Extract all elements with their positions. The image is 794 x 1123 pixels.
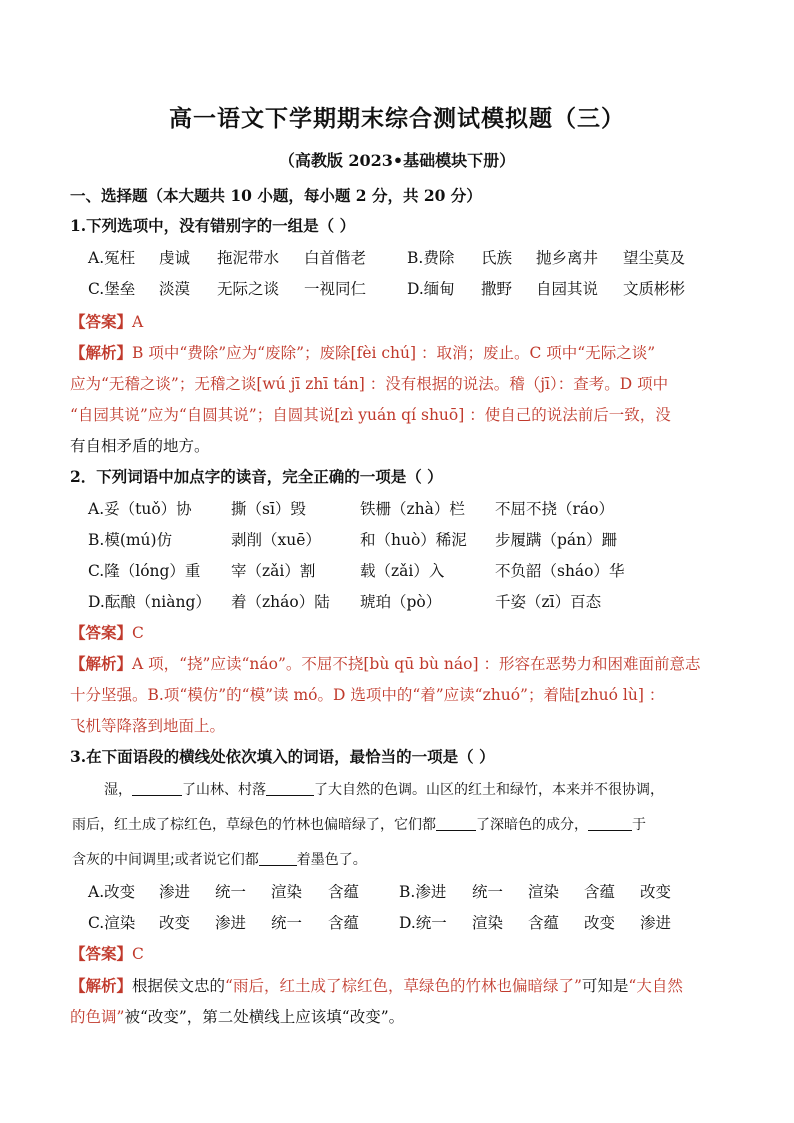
option-word: 统一 <box>472 883 504 901</box>
analysis-line: B 项中“费除”应为“废除”；废除[fèi chú] ：取消；废止。C 项中“无际之谈” <box>132 344 656 362</box>
analysis-text: 根据侯文忠的 <box>132 977 226 995</box>
option-word: 渲染 <box>271 883 303 901</box>
analysis-quote: “大自然 <box>628 977 683 995</box>
question-2-analysis <box>70 654 700 674</box>
option-word: B.费除 <box>407 249 455 267</box>
option-word: 渗进 <box>215 914 247 932</box>
answer-tag: 【答案】 <box>70 623 133 642</box>
option-word: 含蕴 <box>528 914 560 932</box>
option-word: 含蕴 <box>328 914 360 932</box>
option-word: D.酝酿（niàng） <box>88 593 211 611</box>
fill-blank <box>259 851 297 866</box>
option-word: 步履蹒（pán）跚 <box>495 531 618 549</box>
option-word: 淡漠 <box>159 280 191 298</box>
option-word: 撕（sī）毁 <box>231 500 306 518</box>
option-word: 载（zǎi）入 <box>360 562 445 580</box>
analysis-tag: 【解析】 <box>70 976 133 995</box>
option-word: A.改变 <box>88 883 136 901</box>
question-3-answer <box>70 944 144 964</box>
option-word: 渲染 <box>528 883 560 901</box>
option-word: 着（zháo）陆 <box>231 593 330 611</box>
option-word: 改变 <box>159 914 191 932</box>
option-word: 白首偕老 <box>304 249 367 267</box>
option-word: 文质彬彬 <box>623 280 686 298</box>
option-word: 渗进 <box>640 914 672 932</box>
passage-text: 着墨色了。 <box>296 852 367 868</box>
option-word: D.统一 <box>399 914 447 932</box>
option-word: A.妥（tuǒ）协 <box>88 500 192 518</box>
option-word: 氏族 <box>481 249 513 267</box>
answer-value: A <box>132 313 144 331</box>
option-word: 拖泥带水 <box>217 249 280 267</box>
analysis-line: 飞机等降落到地面上。 <box>70 717 226 735</box>
analysis-quote: “雨后，红土成了棕红色，草绿色的竹林也偏暗绿了” <box>225 977 582 995</box>
question-2-answer <box>70 623 144 643</box>
option-word: D.缅甸 <box>407 280 455 298</box>
option-word: 统一 <box>271 914 303 932</box>
fill-blank <box>436 816 476 831</box>
option-word: 琥珀（pò） <box>360 593 442 611</box>
fill-blank <box>132 781 182 796</box>
option-word: B.渗进 <box>399 883 447 901</box>
option-word: C.堡垒 <box>88 280 136 298</box>
option-word: C.渲染 <box>88 914 136 932</box>
option-word: 宰（zǎi）割 <box>231 562 316 580</box>
analysis-tag: 【解析】 <box>70 654 133 673</box>
question-3-stem: 3.在下面语段的横线处依次填入的词语，最恰当的一项是（ ） <box>70 747 495 766</box>
passage-text: 于 <box>632 817 646 833</box>
option-word: 含蕴 <box>328 883 360 901</box>
question-1-stem: 1.下列选项中，没有错别字的一组是（ ） <box>70 216 356 235</box>
option-word: 渗进 <box>159 883 191 901</box>
option-word: 自园其说 <box>536 280 599 298</box>
option-word: 虔诚 <box>159 249 191 267</box>
option-word: 无际之谈 <box>217 280 280 298</box>
answer-tag: 【答案】 <box>70 944 133 963</box>
option-word: 不负韶（sháo）华 <box>495 562 625 580</box>
answer-value: C <box>132 624 144 642</box>
analysis-text: 可知是 <box>581 977 629 995</box>
option-word: 和（huò）稀泥 <box>360 531 467 549</box>
question-1-answer <box>70 312 143 332</box>
passage-text: 含灰的中间调里;或者说它们都 <box>72 852 259 868</box>
question-2-stem: 2．下列词语中加点字的读音，完全正确的一项是（ ） <box>70 467 443 486</box>
passage-line-2 <box>72 815 646 835</box>
question-3-analysis-line-2 <box>70 1007 404 1027</box>
option-word: A.冤枉 <box>88 249 136 267</box>
analysis-quote: 的色调” <box>70 1008 125 1026</box>
passage-text: 雨后，红土成了棕红色，草绿色的竹林也偏暗绿了，它们都 <box>72 817 436 833</box>
page-subtitle: （高教版 2023•基础模块下册） <box>278 151 516 170</box>
analysis-tag: 【解析】 <box>70 343 133 362</box>
option-word: C.隆（lóng）重 <box>88 562 201 580</box>
answer-value: C <box>132 945 144 963</box>
option-word: 渲染 <box>472 914 504 932</box>
page-title: 高一语文下学期期末综合测试模拟题（三） <box>169 105 625 132</box>
passage-text: 了深暗色的成分， <box>476 817 588 833</box>
fill-blank <box>266 781 314 796</box>
fill-blank <box>588 816 632 831</box>
section-heading: 一、选择题（本大题共 10 小题，每小题 2 分，共 20 分） <box>70 186 482 205</box>
option-word: 统一 <box>215 883 247 901</box>
analysis-line: A 项，“挠”应读“náo”。不屈不挠[bù qū bù náo] ：形容在恶势力和困难面前意志 <box>132 655 701 673</box>
option-word: 抛乡离井 <box>536 249 599 267</box>
analysis-text: 被“改变”，第二处横线上应该填“改变”。 <box>124 1008 405 1026</box>
passage-line-1 <box>104 780 664 800</box>
option-word: 改变 <box>640 883 672 901</box>
option-word: B.模(mú)仿 <box>88 531 173 549</box>
option-word: 望尘莫及 <box>623 249 686 267</box>
question-1-analysis <box>70 343 655 363</box>
option-word: 改变 <box>584 914 616 932</box>
option-word: 一视同仁 <box>304 280 367 298</box>
option-word: 剥削（xuē） <box>231 531 321 549</box>
analysis-line: 有自相矛盾的地方。 <box>70 437 210 455</box>
analysis-line: “自园其说”应为“自圆其说”；自圆其说[zì yuán qí shuō] ：使自己的说法前后一致，没 <box>70 406 671 424</box>
option-word: 千姿（zī）百态 <box>495 593 602 611</box>
analysis-line: 应为“无稽之谈”；无稽之谈[wú jī zhī tán] ：没有根据的说法。稽（jī）：查考。D 项中 <box>70 375 669 393</box>
passage-text: 了山林、村落 <box>182 782 266 798</box>
option-word: 不屈不挠（ráo） <box>495 500 614 518</box>
option-word: 铁栅（zhà）栏 <box>360 500 465 518</box>
passage-text: 湿， <box>104 782 132 798</box>
option-word: 含蕴 <box>584 883 616 901</box>
answer-tag: 【答案】 <box>70 312 133 331</box>
question-3-analysis <box>70 976 683 996</box>
option-word: 撒野 <box>481 280 513 298</box>
passage-line-3 <box>72 850 367 870</box>
analysis-line: 十分坚强。B.项“模仿”的“模”读 mó。D 选项中的“着”应读“zhuó”；着陆[zhuó lù] ： <box>70 686 665 704</box>
passage-text: 了大自然的色调。山区的红土和绿竹，本来并不很协调， <box>314 782 664 798</box>
